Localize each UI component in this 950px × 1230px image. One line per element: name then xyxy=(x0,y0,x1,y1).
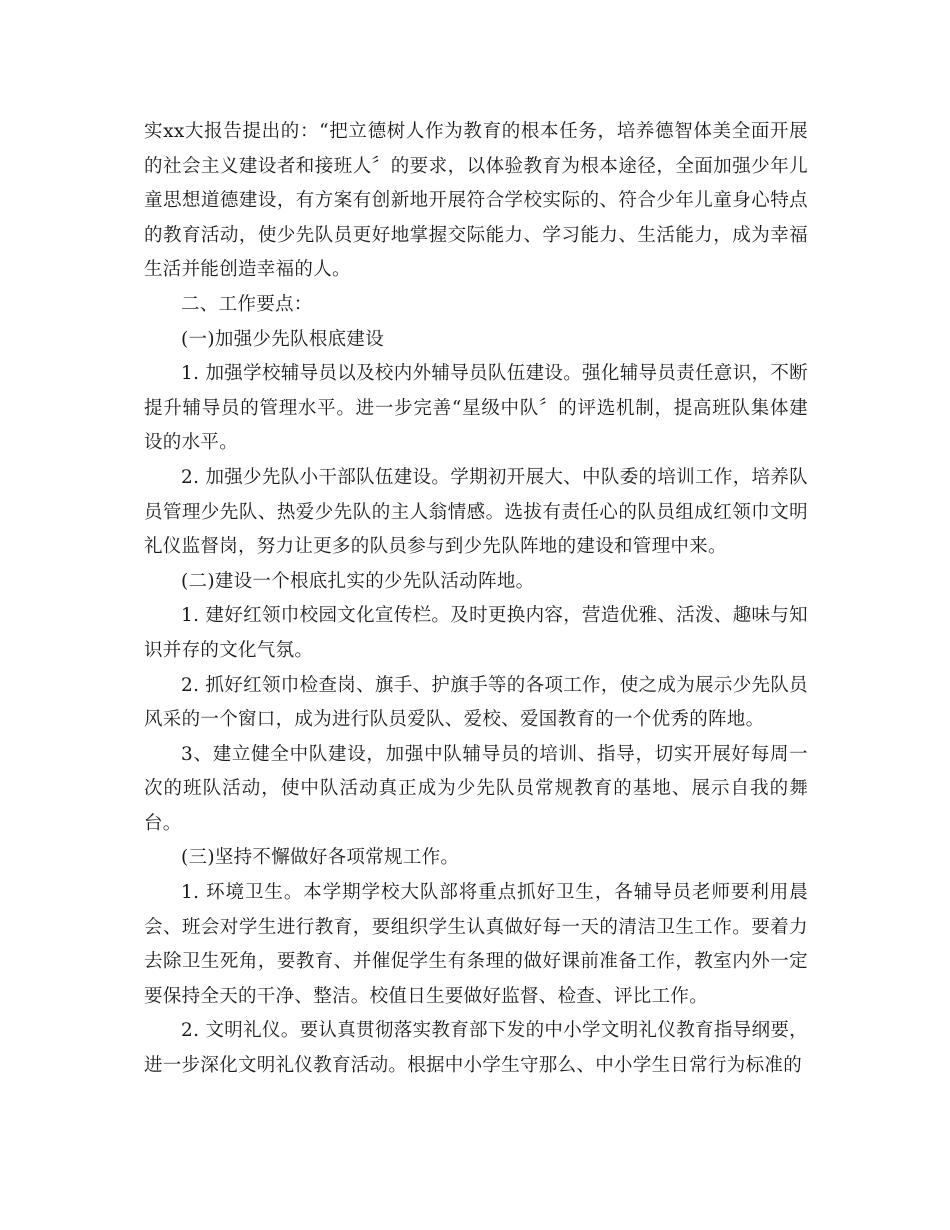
paragraph-2-2: 2. 抓好红领巾检查岗、旗手、护旗手等的各项工作，使之成为展示少先队员风采的一个窗口，成为进行队员爱队、爱校、爱国教育的一个优秀的阵地。 xyxy=(144,674,808,731)
subheading-section-2: (二)建设一个根底扎实的少先队活动阵地。 xyxy=(181,570,535,592)
paragraph-1-1: 1. 加强学校辅导员以及校内外辅导员队伍建设。强化辅导员责任意识，不断提升辅导员的管理水平。进一步完善“星级中队〞的评选机制，提高班队集体建设的水平。 xyxy=(144,363,808,454)
document-body xyxy=(144,115,808,1084)
paragraph-2-1: 1. 建好红领巾校园文化宣传栏。及时更换内容，营造优雅、活泼、趣味与知识并存的文化气氛。 xyxy=(144,605,808,661)
heading-work-points: 二、工作要点： xyxy=(181,293,313,315)
paragraph-3-1: 1. 环境卫生。本学期学校大队部将重点抓好卫生，各辅导员老师要利用晨会、班会对学生进行教育，要组织学生认真做好每一天的清洁卫生工作。要着力去除卫生死角，要教育、并催促学生有条理的做好课前准备工作，教室内外一定要保持全天的干净、整洁。校值日生要做好监督、检查、评比工作。 xyxy=(144,882,808,1007)
paragraph-3-2: 2. 文明礼仪。要认真贯彻落实教育部下发的中小学文明礼仪教育指导纲要，进一步深化文明礼仪教育活动。根据中小学生守那么、中小学生日常行为标准的 xyxy=(144,1020,808,1077)
paragraph-intro-continued: 实xx大报告提出的：“把立德树人作为教育的根本任务，培养德智体美全面开展的社会主义建设者和接班人〞的要求，以体验教育为根本途径，全面加强少年儿童思想道德建设，有方案有创新地开展符合学校实际的、符合少年儿童身心特点的教育活动，使少先队员更好地掌握交际能力、学习能力、生活能力，成为幸福生活并能创造幸福的人。 xyxy=(144,121,808,281)
paragraph-2-3: 3、建立健全中队建设，加强中队辅导员的培训、指导，切实开展好每周一次的班队活动，使中队活动真正成为少先队员常规教育的基地、展示自我的舞台。 xyxy=(144,743,808,834)
paragraph-1-2: 2. 加强少先队小干部队伍建设。学期初开展大、中队委的培训工作，培养队员管理少先队、热爱少先队的主人翁情感。选拔有责任心的队员组成红领巾文明礼仪监督岗，努力让更多的队员参与到少先队阵地的建设和管理中来。 xyxy=(144,466,808,558)
subheading-section-3: (三)坚持不懈做好各项常规工作。 xyxy=(181,847,460,869)
subheading-section-1: (一)加强少先队根底建设 xyxy=(181,328,385,350)
